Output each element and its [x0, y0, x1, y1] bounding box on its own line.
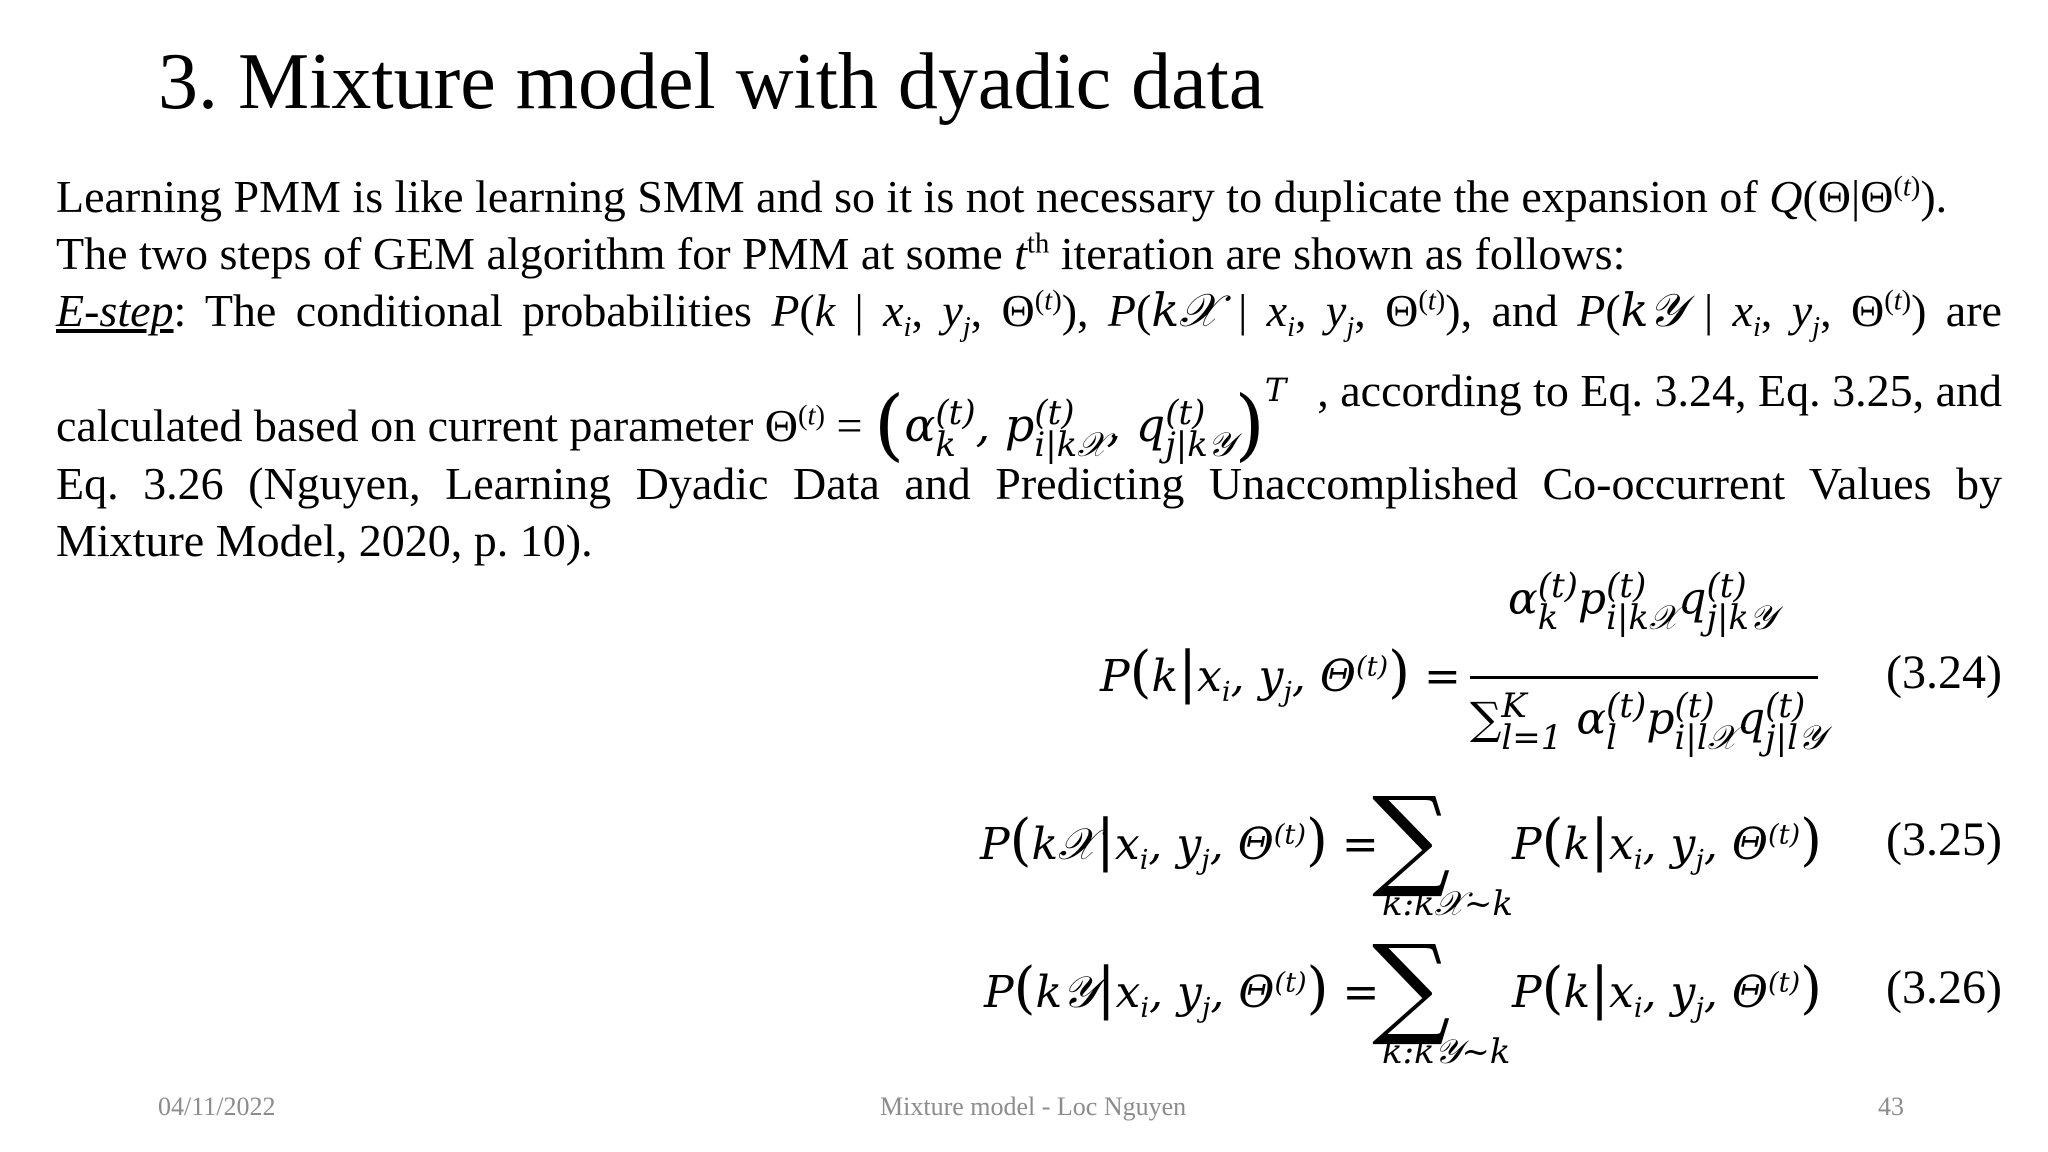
- eq-number-3-25: (3.25): [1886, 813, 2002, 866]
- eq-3-26-lhs: $P(k𝒴|x_i$, $y_j$, $\Theta^{(t)}$) =: [984, 956, 1380, 1024]
- estep-line-4: Mixture Model, 2020, p. 10).: [56, 515, 593, 566]
- estep-line-1: E-step: The conditional probabilities P(k | $x_i$, $y_j$, $\Theta^{(t)}$), P(k𝒳 | $x_i$, $y_j$, $\Theta^{(t)}$), and P(k𝒴 | $x_i$, $y_j$, $\Theta^{(t)}$) are: [56, 283, 2002, 344]
- footer-center-text: Mixture model - Loc Nguyen: [880, 1092, 1187, 1121]
- eq-number-3-26: (3.26): [1886, 961, 2002, 1014]
- footer-date: 04/11/2022: [158, 1092, 276, 1121]
- estep-line-3: Eq. 3.26 (Nguyen, Learning Dyadic Data and Predicting Unaccomplished Co-occurrent Values by: [56, 458, 2002, 509]
- para-line-1: Learning PMM is like learning SMM and so it is not necessary to duplicate the expansion of $Q(\Theta|\Theta^{(t)})$.: [56, 171, 1948, 222]
- param-outro-text: , according to Eq. 3.24, Eq. 3.25, and: [1317, 365, 2002, 416]
- eq-number-3-24: (3.24): [1886, 646, 2002, 699]
- sum-icon-3-26: ∑: [1372, 921, 1451, 1049]
- estep-label: E-step: [56, 285, 174, 336]
- eq-3-24-lhs: $P(k|x_i$, $y_j$, $\Theta^{(t)}$) =: [1100, 640, 1461, 708]
- eq-3-25-sum-index: k:k𝒳~k: [1382, 884, 1513, 924]
- eq-3-24-denominator: ∑ K l=1 α (t) l p (t) i|l𝒳 q (t) j|l𝒴: [1470, 686, 1825, 758]
- footer-page-number: 43: [1878, 1092, 1904, 1121]
- estep-line-2: [56, 362, 2002, 470]
- slide-title: 3. Mixture model with dyadic data: [158, 38, 1265, 126]
- eq-3-24-fraction-bar: [1470, 676, 1818, 679]
- sum-icon-3-25: ∑: [1372, 773, 1451, 901]
- param-intro-text: calculated based on current parameter $\Theta^{(t)}$ =: [56, 400, 874, 451]
- eq-3-25-lhs: $P(k𝒳|x_i$, $y_j$, $\Theta^{(t)}$) =: [980, 808, 1379, 876]
- eq-3-25-rhs: $P(k|x_i$, $y_j$, $\Theta^{(t)}$): [1512, 808, 1823, 876]
- eq-3-26-rhs: $P(k|x_i$, $y_j$, $\Theta^{(t)}$): [1512, 956, 1823, 1024]
- param-vector: (α (t) k , p (t) i|k𝒳 , q (t) j|k𝒴 )$^T$: [873, 371, 1287, 470]
- para-line-2: The two steps of GEM algorithm for PMM at some $t^{th}$ iteration are shown as follows:: [56, 228, 1626, 279]
- eq-3-24-numerator: α (t) k p (t) i|k𝒳 q (t) j|k𝒴: [1508, 566, 1776, 638]
- eq-3-26-sum-index: k:k𝒴~k: [1382, 1032, 1511, 1072]
